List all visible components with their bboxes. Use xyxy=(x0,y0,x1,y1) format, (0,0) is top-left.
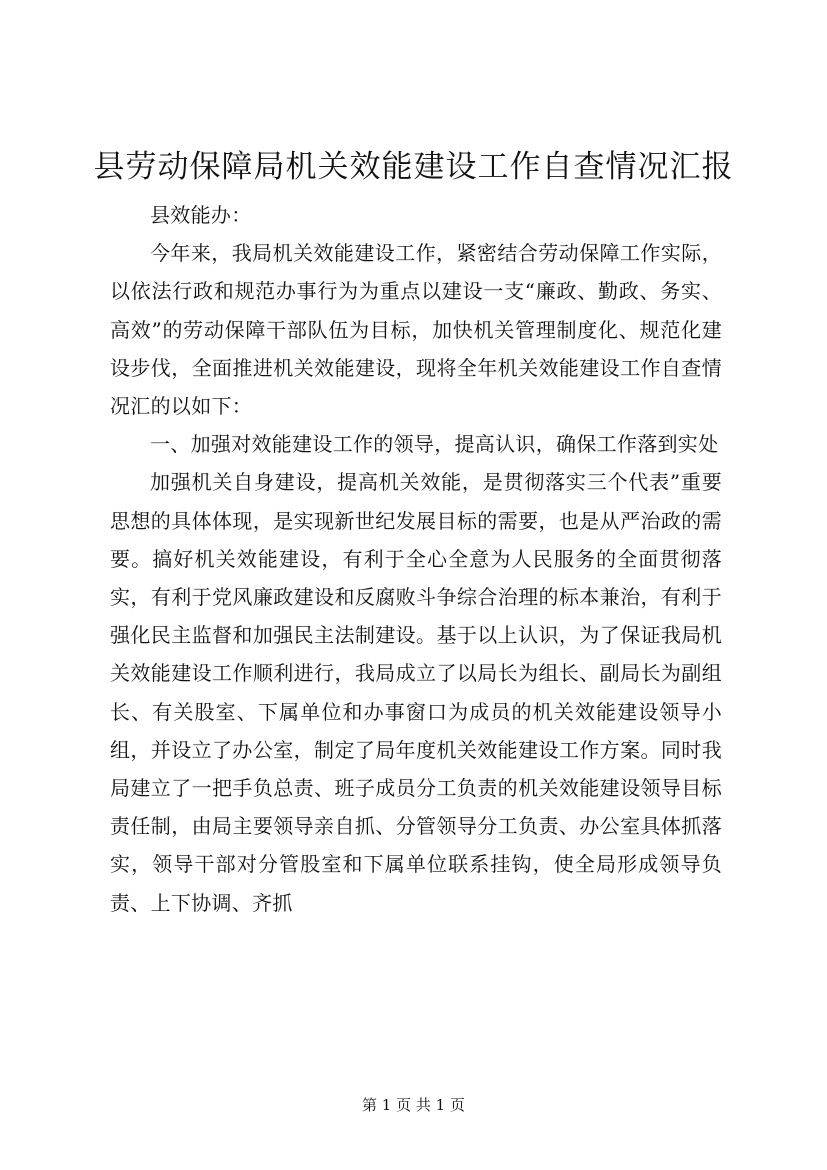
addressee: 县效能办： xyxy=(150,203,252,227)
document-body xyxy=(110,196,722,922)
page-footer: 第 1 页 共 1 页 xyxy=(362,1096,465,1114)
document-title: 县劳动保障局机关效能建设工作自查情况汇报 xyxy=(93,149,734,185)
section-heading-1: 一、加强对效能建设工作的领导，提高认识，确保工作落到实处 xyxy=(150,432,719,457)
paragraph-intro: 今年来，我局机关效能建设工作，紧密结合劳动保障工作实际，以依法行政和规范办事行为为重点以建设一支“廉政、勤政、务实、高效”的劳动保障干部队伍为目标，加快机关管理制度化、规范化建设步伐，全面推进机关效能建设，现将全年机关效能建设工作自查情况汇的以如下： xyxy=(110,241,722,419)
paragraph-section-1: 加强机关自身建设，提高机关效能，是贯彻落实三个代表”重要思想的具体体现，是实现新世纪发展目标的需要，也是从严治政的需要。搞好机关效能建设，有利于全心全意为人民服务的全面贯彻落实，有利于党风廉政建设和反腐败斗争综合治理的标本兼治，有利于强化民主监督和加强民主法制建设。基于以上认识，为了保证我局机关效能建设工作顺利进行，我局成立了以局长为组长、副局长为副组长、有关股室、下属单位和办事窗口为成员的机关效能建设领导小组，并设立了办公室，制定了局年度机关效能建设工作方案。同时我局建立了一把手负总责、班子成员分工负责的机关效能建设领导目标责任制，由局主要领导亲自抓、分管领导分工负责、办公室具体抓落实，领导干部对分管股室和下属单位联系挂钩，使全局形成领导负责、上下协调、齐抓 xyxy=(110,470,722,915)
